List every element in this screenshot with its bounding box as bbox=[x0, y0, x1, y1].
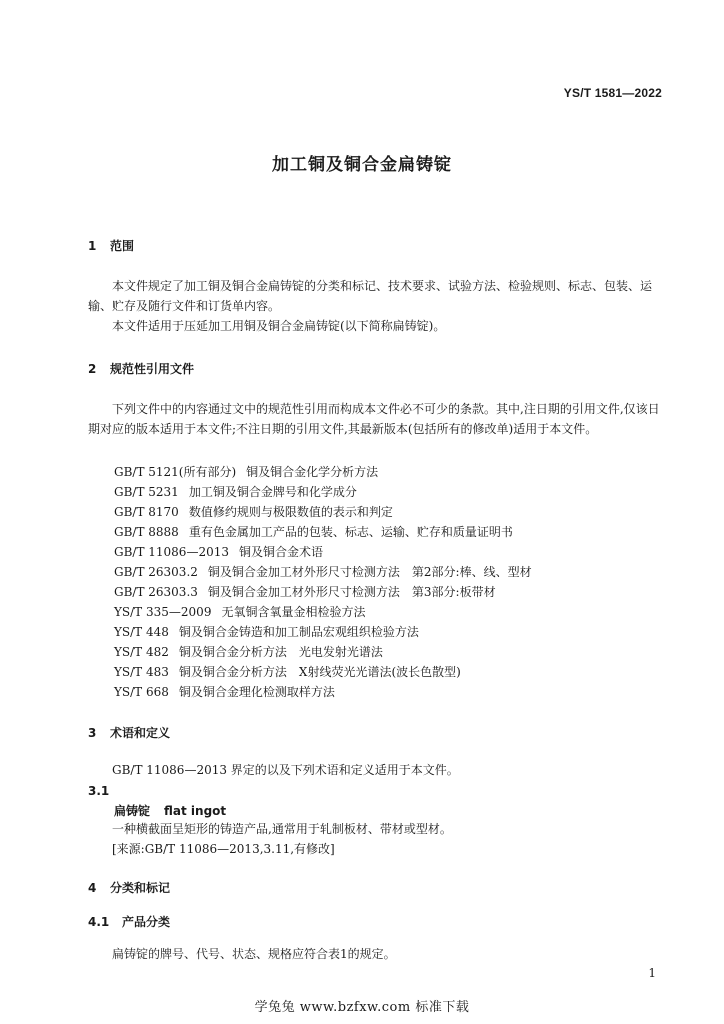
reference-title: 铜及铜合金化学分析方法 bbox=[246, 465, 379, 479]
section-number: 2 bbox=[88, 362, 97, 376]
reference-title: 铜及铜合金铸造和加工制品宏观组织检验方法 bbox=[178, 625, 419, 639]
section-number: 1 bbox=[88, 239, 97, 253]
reference-item bbox=[114, 563, 532, 580]
subsection-title: 产品分类 bbox=[122, 915, 171, 929]
reference-code: GB/T 8170 bbox=[114, 505, 179, 519]
section-3-heading bbox=[88, 724, 170, 741]
reference-item bbox=[114, 523, 513, 540]
section-2-heading bbox=[88, 360, 194, 377]
scope-paragraph-2: 本文件适用于压延加工用铜及铜合金扁铸锭(以下简称扁铸锭)。 bbox=[112, 319, 446, 333]
term-source: [来源:GB/T 11086—2013,3.11,有修改] bbox=[112, 842, 335, 856]
reference-title: 无氧铜含氧量金相检验方法 bbox=[221, 605, 366, 619]
reference-item bbox=[114, 623, 419, 640]
term-name-cn: 扁铸锭 bbox=[114, 804, 151, 818]
section-title: 规范性引用文件 bbox=[110, 362, 195, 376]
reference-title: 铜及铜合金加工材外形尺寸检测方法 第2部分:棒、线、型材 bbox=[207, 565, 532, 579]
term-name-en: flat ingot bbox=[164, 804, 227, 818]
reference-item bbox=[114, 603, 365, 620]
watermark-text: 学兔兔 www.bzfxw.com 标准下载 bbox=[254, 1000, 470, 1015]
section-4-heading bbox=[88, 879, 170, 896]
terms-intro: GB/T 11086—2013 界定的以及下列术语和定义适用于本文件。 bbox=[112, 763, 459, 777]
subsection-4-1-heading bbox=[88, 913, 170, 930]
document-title: 加工铜及铜合金扁铸锭 bbox=[272, 155, 452, 175]
term-heading bbox=[114, 802, 226, 819]
section-1-heading bbox=[88, 237, 134, 254]
classification-text: 扁铸锭的牌号、代号、状态、规格应符合表1的规定。 bbox=[112, 947, 396, 961]
reference-code: YS/T 448 bbox=[114, 625, 169, 639]
reference-title: 铜及铜合金加工材外形尺寸检测方法 第3部分:板带材 bbox=[207, 585, 496, 599]
reference-title: 铜及铜合金理化检测取样方法 bbox=[178, 685, 335, 699]
scope-paragraph-1: 本文件规定了加工铜及铜合金扁铸锭的分类和标记、技术要求、试验方法、检验规则、标志、包装、运输、贮存及随行文件和订货单内容。 bbox=[88, 279, 653, 313]
reference-item bbox=[114, 683, 335, 700]
reference-title: 铜及铜合金术语 bbox=[238, 545, 323, 559]
section-number: 4 bbox=[88, 881, 97, 895]
section-number: 3 bbox=[88, 726, 97, 740]
reference-code: GB/T 11086—2013 bbox=[114, 545, 229, 559]
section-title: 分类和标记 bbox=[110, 881, 171, 895]
reference-code: GB/T 8888 bbox=[114, 525, 179, 539]
page-number: 1 bbox=[648, 966, 656, 980]
reference-title: 重有色金属加工产品的包装、标志、运输、贮存和质量证明书 bbox=[188, 525, 513, 539]
reference-item bbox=[114, 663, 461, 680]
reference-code: YS/T 668 bbox=[114, 685, 169, 699]
reference-item bbox=[114, 643, 383, 660]
reference-title: 铜及铜合金分析方法 光电发射光谱法 bbox=[178, 645, 383, 659]
reference-code: GB/T 26303.3 bbox=[114, 585, 198, 599]
standard-code: YS/T 1581—2022 bbox=[563, 86, 662, 100]
subsection-number: 4.1 bbox=[88, 915, 110, 929]
reference-title: 加工铜及铜合金牌号和化学成分 bbox=[188, 485, 357, 499]
term-definition: 一种横截面呈矩形的铸造产品,通常用于轧制板材、带材或型材。 bbox=[112, 822, 452, 836]
term-number: 3.1 bbox=[88, 784, 110, 798]
section-title: 术语和定义 bbox=[110, 726, 171, 740]
normative-references-intro: 下列文件中的内容通过文中的规范性引用而构成本文件必不可少的条款。其中,注日期的引用文件,仅该日期对应的版本适用于本文件;不注日期的引用文件,其最新版本(包括所有的修改单)适用于本文件。 bbox=[88, 402, 660, 436]
reference-code: GB/T 5121(所有部分) bbox=[114, 465, 237, 479]
reference-item bbox=[114, 483, 357, 500]
reference-code: YS/T 483 bbox=[114, 665, 169, 679]
reference-code: YS/T 482 bbox=[114, 645, 169, 659]
reference-item bbox=[114, 583, 496, 600]
reference-title: 铜及铜合金分析方法 X射线荧光光谱法(波长色散型) bbox=[178, 665, 461, 679]
section-title: 范围 bbox=[110, 239, 135, 253]
reference-code: GB/T 5231 bbox=[114, 485, 179, 499]
reference-title: 数值修约规则与极限数值的表示和判定 bbox=[188, 505, 393, 519]
reference-item bbox=[114, 463, 378, 480]
reference-code: GB/T 26303.2 bbox=[114, 565, 198, 579]
reference-item bbox=[114, 503, 393, 520]
reference-code: YS/T 335—2009 bbox=[114, 605, 212, 619]
reference-item bbox=[114, 543, 323, 560]
